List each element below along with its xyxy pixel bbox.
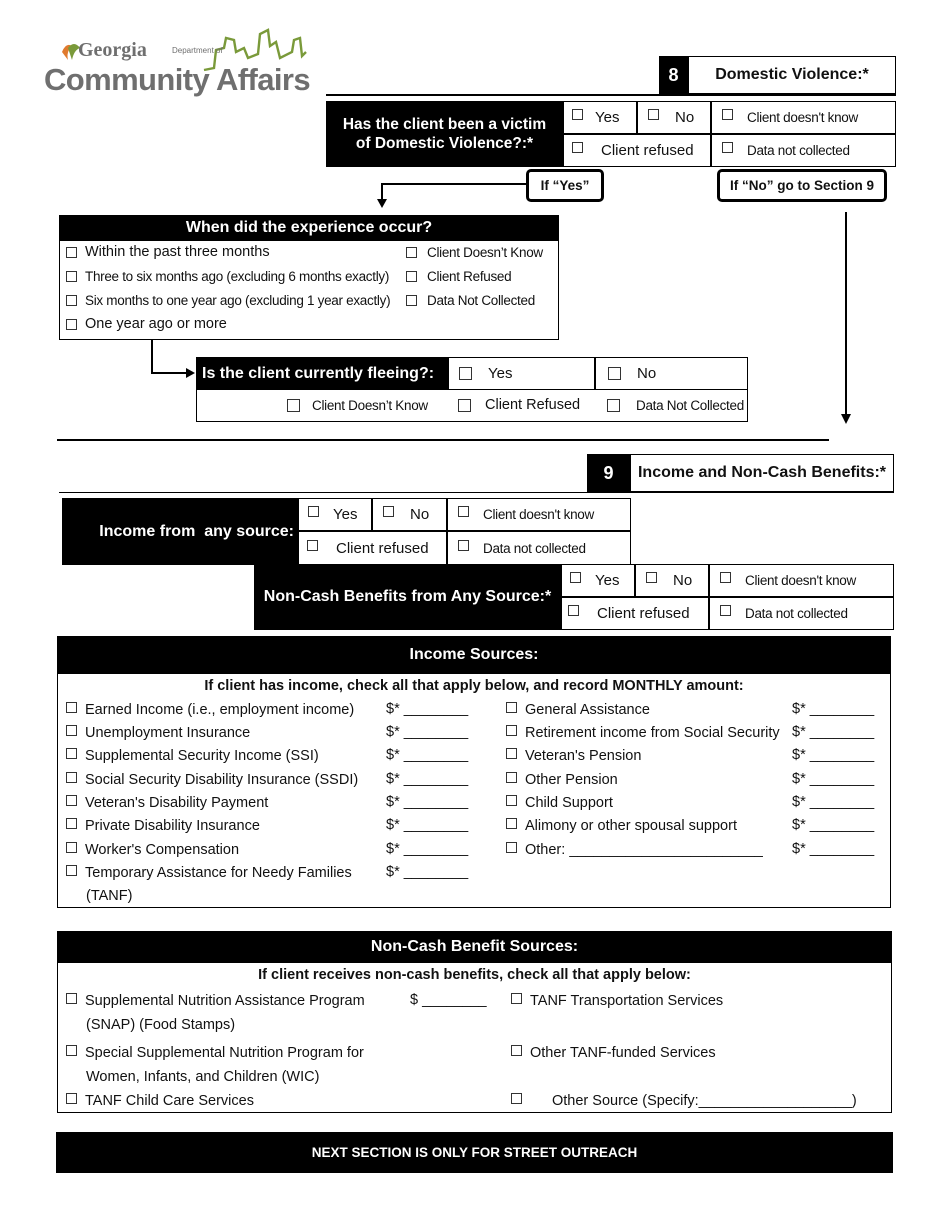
checkbox-icon[interactable] [383,506,394,517]
noncash-other-tanf[interactable]: Other TANF-funded Services [511,1044,716,1062]
when-refused[interactable]: Client Refused [406,267,511,285]
checkbox-icon[interactable] [511,1093,522,1104]
section9-number: 9 [587,454,630,492]
section8-title: Domestic Violence:* [688,56,896,94]
checkbox-icon[interactable] [66,748,77,759]
dv-not-collected[interactable]: Data not collected [711,134,896,167]
checkbox-icon[interactable] [506,795,517,806]
amount-field[interactable]: $* ________ [386,724,469,740]
checkbox-icon[interactable] [66,842,77,853]
income-no[interactable]: No [372,498,447,531]
dv-yes[interactable]: Yes [563,101,637,134]
income-workers-comp[interactable]: Worker's Compensation [66,841,239,859]
income-other[interactable]: Other: ________________________ [506,841,763,859]
income-yes[interactable]: Yes [298,498,372,531]
noncash-tanf-transport[interactable]: TANF Transportation Services [511,992,723,1010]
fleeing-yes[interactable]: Yes [448,357,595,390]
noncash-tanf-childcare[interactable]: TANF Child Care Services [66,1092,254,1110]
income-ssdi[interactable]: Social Security Disability Insurance (SSDI) [66,771,358,789]
income-alimony[interactable]: Alimony or other spousal support [506,817,737,835]
income-unemployment[interactable]: Unemployment Insurance [66,724,250,742]
when-header: When did the experience occur? [59,215,559,241]
income-other-pension[interactable]: Other Pension [506,771,618,789]
checkbox-icon[interactable] [506,702,517,713]
checkbox-icon[interactable] [307,540,318,551]
checkbox-icon[interactable] [607,399,620,412]
checkbox-icon[interactable] [608,367,621,380]
fleeing-dont-know[interactable]: Client Doesn’t Know [287,396,428,414]
fleeing-no[interactable]: No [595,357,748,390]
checkbox-icon[interactable] [66,271,77,282]
noncash-refused[interactable]: Client refused [561,597,709,630]
amount-field[interactable]: $* ________ [386,817,469,833]
amount-field[interactable]: $* ________ [386,701,469,717]
income-instruction: If client has income, check all that apply below, and record MONTHLY amount: [204,678,744,694]
amount-field[interactable]: $* ________ [792,771,875,787]
if-no-label: If “No” go to Section 9 [717,169,887,202]
logo-name: Community Affairs [44,62,310,97]
checkbox-icon[interactable] [458,540,469,551]
income-sources-header: Income Sources: [57,636,891,674]
checkbox-icon[interactable] [66,702,77,713]
income-dont-know[interactable]: Client doesn't know [447,498,631,531]
noncash-question: Non-Cash Benefits from Any Source:* [254,564,561,630]
if-yes-label: If “Yes” [526,169,604,202]
noncash-snap[interactable]: Supplemental Nutrition Assistance Program [66,992,365,1010]
checkbox-icon[interactable] [66,1093,77,1104]
snap-amount-field[interactable]: $ ________ [410,992,487,1008]
amount-field[interactable]: $* ________ [792,817,875,833]
income-vet-disability[interactable]: Veteran's Disability Payment [66,794,268,812]
income-child-support[interactable]: Child Support [506,794,613,812]
checkbox-icon[interactable] [511,993,522,1004]
when-not-collected[interactable]: Data Not Collected [406,291,535,309]
checkbox-icon[interactable] [511,1045,522,1056]
checkbox-icon[interactable] [568,605,579,616]
amount-field[interactable]: $* ________ [386,864,469,880]
amount-field[interactable]: $* ________ [792,794,875,810]
checkbox-icon[interactable] [66,295,77,306]
noncash-wic-wrap: Women, Infants, and Children (WIC) [86,1069,320,1085]
checkbox-icon[interactable] [506,772,517,783]
logo-brand: Georgia [78,39,147,61]
noncash-not-collected[interactable]: Data not collected [709,597,894,630]
noncash-snap-wrap: (SNAP) (Food Stamps) [86,1017,236,1033]
checkbox-icon[interactable] [66,993,77,1004]
checkbox-icon[interactable] [506,842,517,853]
income-not-collected[interactable]: Data not collected [447,531,631,565]
fleeing-not-collected[interactable]: Data Not Collected [607,396,744,414]
when-dont-know[interactable]: Client Doesn’t Know [406,243,543,261]
amount-field[interactable]: $* ________ [386,747,469,763]
checkbox-icon[interactable] [458,506,469,517]
checkbox-icon[interactable] [66,865,77,876]
checkbox-icon[interactable] [459,367,472,380]
noncash-sources-header: Non-Cash Benefit Sources: [57,931,892,963]
income-question: Income from any source: [62,498,298,565]
noncash-instruction: If client receives non-cash benefits, check all that apply below: [258,967,691,983]
dv-no[interactable]: No [637,101,711,134]
checkbox-icon[interactable] [720,572,731,583]
fleeing-question: Is the client currently fleeing?: [196,357,448,390]
amount-field[interactable]: $* ________ [792,724,875,740]
income-retirement-ss[interactable]: Retirement income from Social Security [506,724,780,742]
next-section-banner: NEXT SECTION IS ONLY FOR STREET OUTREACH [56,1132,893,1173]
checkbox-icon[interactable] [66,725,77,736]
checkbox-icon[interactable] [66,772,77,783]
checkbox-icon[interactable] [720,605,731,616]
amount-field[interactable]: $* ________ [386,841,469,857]
income-tanf[interactable]: Temporary Assistance for Needy Families [66,864,352,882]
fleeing-refused[interactable]: Client Refused [458,396,580,414]
income-general-assistance[interactable]: General Assistance [506,701,650,719]
noncash-wic[interactable]: Special Supplemental Nutrition Program for [66,1044,364,1062]
checkbox-icon[interactable] [406,247,417,258]
dv-dont-know[interactable]: Client doesn't know [711,101,896,134]
noncash-dont-know[interactable]: Client doesn't know [709,564,894,597]
income-vet-pension[interactable]: Veteran's Pension [506,747,641,765]
income-earned[interactable]: Earned Income (i.e., employment income) [66,701,354,719]
amount-field[interactable]: $* ________ [792,841,875,857]
section9-rule [59,492,894,493]
noncash-other-source[interactable]: Other Source (Specify:___________________) [511,1092,857,1110]
when-three-to-six[interactable]: Three to six months ago (excluding 6 months exactly) [66,267,389,285]
noncash-no[interactable]: No [635,564,709,597]
checkbox-icon[interactable] [66,319,77,330]
amount-field[interactable]: $* ________ [792,701,875,717]
checkbox-icon[interactable] [308,506,319,517]
checkbox-icon[interactable] [570,572,581,583]
noncash-yes[interactable]: Yes [561,564,635,597]
checkbox-icon[interactable] [458,399,471,412]
amount-field[interactable]: $* ________ [386,794,469,810]
checkbox-icon[interactable] [646,572,657,583]
amount-field[interactable]: $* ________ [792,747,875,763]
checkbox-icon[interactable] [506,818,517,829]
when-one-year-plus[interactable]: One year ago or more [66,315,227,333]
income-tanf-wrap: (TANF) [86,888,133,904]
checkbox-icon[interactable] [66,795,77,806]
checkbox-icon[interactable] [66,818,77,829]
checkbox-icon[interactable] [506,748,517,759]
income-refused[interactable]: Client refused [298,531,447,565]
dv-question: Has the client been a victim of Domestic Violence?:* [326,101,563,167]
amount-field[interactable]: $* ________ [386,771,469,787]
section8-number: 8 [659,56,688,94]
checkbox-icon[interactable] [66,247,77,258]
when-past-three-months[interactable]: Within the past three months [66,243,270,261]
income-private-disability[interactable]: Private Disability Insurance [66,817,260,835]
checkbox-icon[interactable] [287,399,300,412]
checkbox-icon[interactable] [66,1045,77,1056]
income-ssi[interactable]: Supplemental Security Income (SSI) [66,747,319,765]
checkbox-icon[interactable] [406,271,417,282]
section-divider [57,439,829,441]
when-six-to-twelve[interactable]: Six months to one year ago (excluding 1 year exactly) [66,291,390,309]
logo-sub: Department of [172,46,223,55]
checkbox-icon[interactable] [506,725,517,736]
dv-refused[interactable]: Client refused [563,134,711,167]
section9-title: Income and Non-Cash Benefits:* [630,454,894,492]
checkbox-icon[interactable] [406,295,417,306]
